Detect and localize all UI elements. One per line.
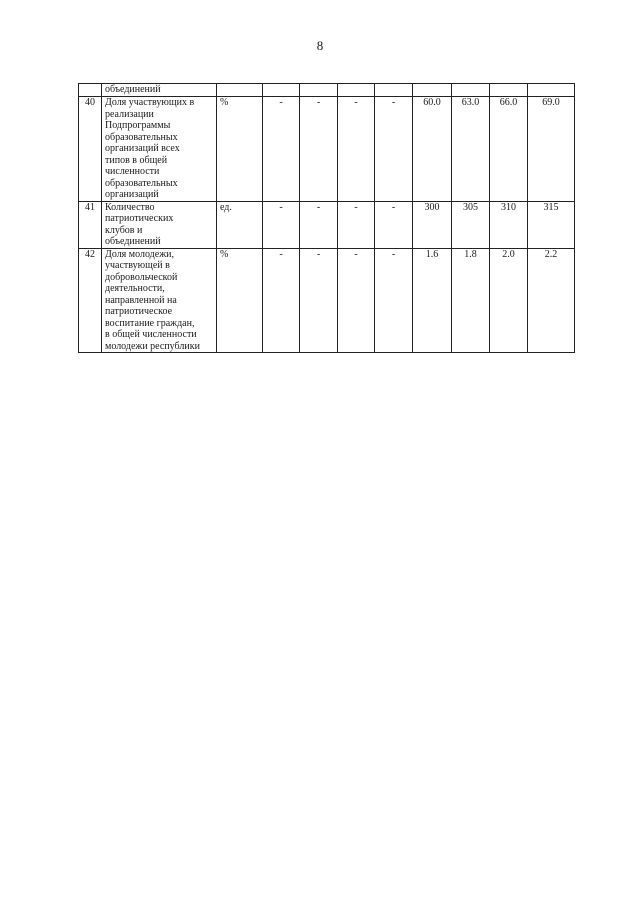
cell-unit [217,84,263,97]
cell-unit: ед. [217,201,263,248]
table-row [79,97,575,202]
name-line: Количество [105,201,155,213]
cell-value [375,84,413,97]
name-line: образовательных [105,177,178,189]
cell-num: 41 [79,201,102,248]
continuation-row [79,84,575,97]
cell-num: 40 [79,97,102,202]
name-line: деятельности, [105,283,165,294]
cell-value: - [300,97,338,202]
name-line: образовательных [105,131,178,143]
cell-value: 2.0 [490,248,528,353]
cell-value: 305 [452,201,490,248]
cell-value [338,84,375,97]
cell-name [102,97,217,202]
cell-value: 63.0 [452,97,490,202]
name-line: объединений [105,236,161,247]
cell-value: 300 [413,201,452,248]
cell-value [490,84,528,97]
table-row [79,248,575,353]
name-line: направленной на [105,294,177,306]
cell-num [79,84,102,97]
cell-name [102,201,217,248]
cell-value: - [375,97,413,202]
name-line: типов в общей [105,154,168,166]
cell-value: 1.6 [413,248,452,353]
cell-value: 1.8 [452,248,490,353]
cell-value [528,84,575,97]
cell-num: 42 [79,248,102,353]
name-line: Доля участвующих в [105,97,195,108]
cell-value: - [263,201,300,248]
cell-value: 315 [528,201,575,248]
indicators-table [78,83,575,353]
page-number: 8 [316,38,324,53]
name-line: реализации [105,108,154,120]
name-line: в общей численности [105,329,197,340]
name-line: молодежи республики [105,340,200,352]
cell-value [452,84,490,97]
name-line: численности [105,166,160,177]
cell-value: - [263,248,300,353]
cell-value: - [338,97,375,202]
name-line: воспитание граждан, [105,317,195,329]
cell-value: 66.0 [490,97,528,202]
cell-unit: % [217,248,263,353]
cell-value: 60.0 [413,97,452,202]
cell-value: 2.2 [528,248,575,353]
name-line: Доля молодежи, [105,248,174,260]
cell-value: - [338,248,375,353]
cell-value [300,84,338,97]
cell-value: - [263,97,300,202]
table-row [79,201,575,248]
cell-unit: % [217,97,263,202]
name-line: организаций всех [105,143,180,154]
name-line: организаций [105,189,159,200]
cell-value: - [375,248,413,353]
name-line: патриотическое [105,306,173,317]
cell-value [263,84,300,97]
name-line: добровольческой [105,271,178,283]
cell-value: 69.0 [528,97,575,202]
cell-value: - [338,201,375,248]
cell-value: - [300,248,338,353]
name-line: Подпрограммы [105,120,171,131]
name-line: участвующей в [105,260,170,271]
cell-value [413,84,452,97]
cell-name: объединений [102,84,217,97]
cell-value: - [300,201,338,248]
cell-value: - [375,201,413,248]
name-line: патриотических [105,213,174,224]
name-line: клубов и [105,224,143,236]
cell-name [102,248,217,353]
cell-value: 310 [490,201,528,248]
